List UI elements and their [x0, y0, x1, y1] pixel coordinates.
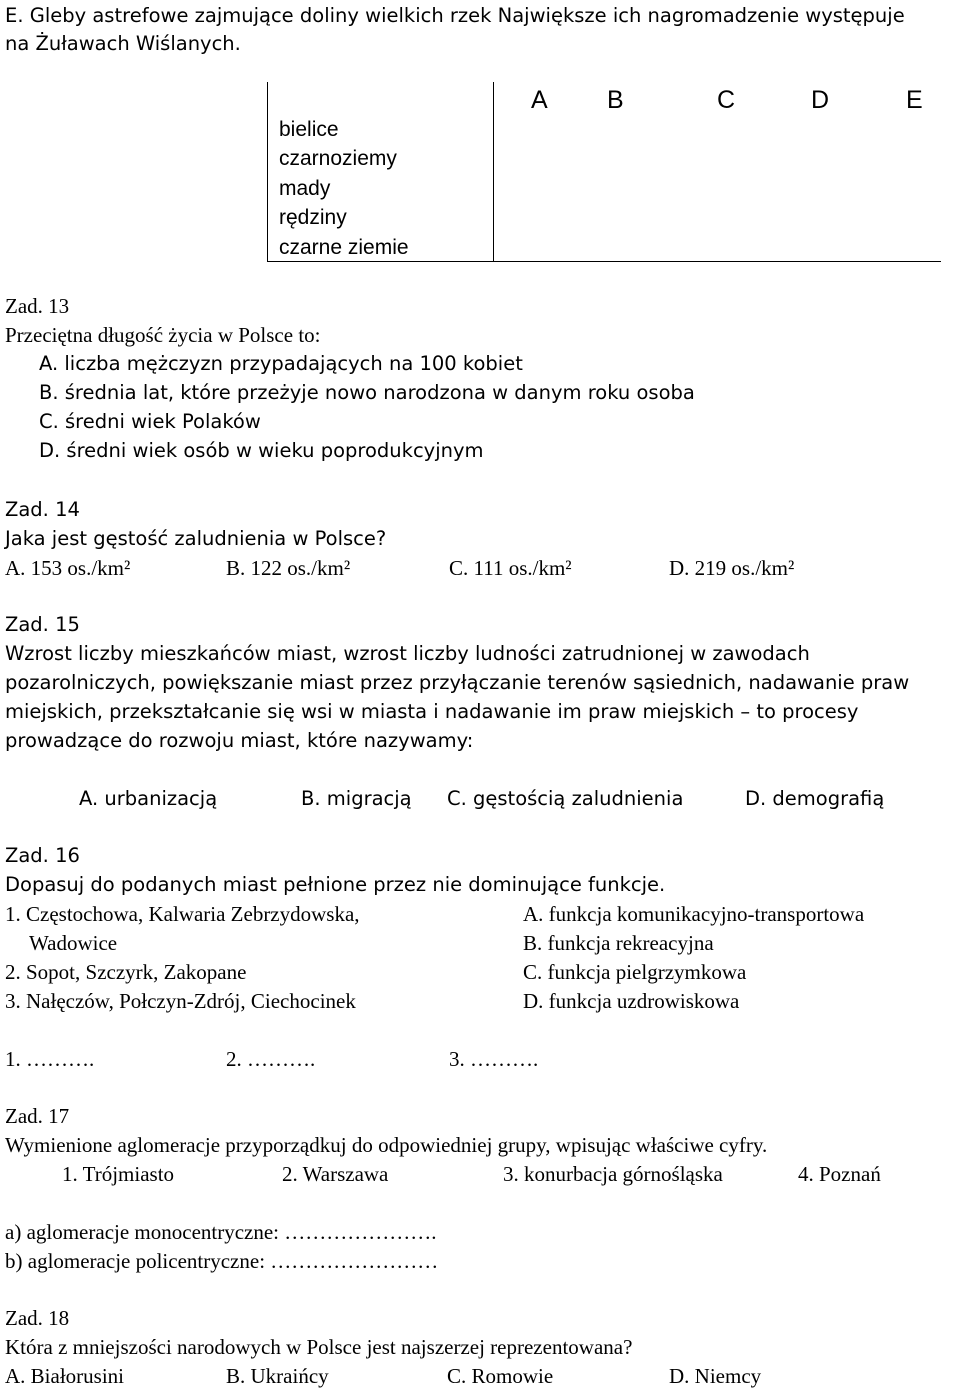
zad16-city-group-2: 2. Sopot, Szczyrk, Zakopane — [5, 960, 247, 984]
zad15-text-line-1: Wzrost liczby mieszkańców miast, wzrost liczby ludności zatrudnionej w zawodach — [5, 642, 810, 665]
zad17-title: Zad. 17 — [5, 1104, 70, 1128]
zad17-instruction: Wymienione aglomeracje przyporządkuj do odpowiedniej grupy, wpisując właściwe cyfry. — [5, 1133, 768, 1157]
zad18-title: Zad. 18 — [5, 1306, 70, 1330]
row-label-mady: mady — [279, 177, 331, 200]
zad16-function-d: D. funkcja uzdrowiskowa — [523, 989, 740, 1013]
zad13-question: Przeciętna długość życia w Polsce to: — [5, 323, 321, 347]
zad18-option-d: D. Niemcy — [669, 1364, 762, 1388]
zad14-title: Zad. 14 — [5, 498, 80, 521]
zad15-option-a: A. urbanizacją — [79, 787, 218, 810]
zad16-answer-2[interactable]: 2. ………. — [226, 1047, 316, 1071]
row-label-redziny: rędziny — [279, 206, 347, 229]
zad17-answer-polycentric[interactable]: b) aglomeracje policentryczne: …………………… — [5, 1249, 439, 1273]
zad14-option-c: C. 111 os./km² — [449, 556, 572, 580]
row-label-bielice: bielice — [279, 118, 339, 141]
soil-matching-table — [267, 82, 941, 262]
zad16-function-a: A. funkcja komunikacyjno-transportowa — [523, 902, 865, 926]
column-header-d: D — [811, 86, 830, 114]
zad16-function-b: B. funkcja rekreacyjna — [523, 931, 714, 955]
zad18-option-c: C. Romowie — [447, 1364, 554, 1388]
zad17-answer-monocentric[interactable]: a) aglomeracje monocentryczne: …………………. — [5, 1220, 437, 1244]
zad15-option-d: D. demografią — [745, 787, 885, 810]
zad14-question: Jaka jest gęstość zaludnienia w Polsce? — [5, 527, 387, 550]
zad13-option-a: A. liczba mężczyzn przypadających na 100 kobiet — [39, 352, 523, 375]
zad13-option-d: D. średni wiek osób w wieku poprodukcyjnym — [39, 439, 484, 462]
zad13-title: Zad. 13 — [5, 294, 70, 318]
column-header-a: A — [531, 86, 548, 114]
option-e-line-1: E. Gleby astrefowe zajmujące doliny wielkich rzek Największe ich nagromadzenie występuje — [5, 4, 905, 27]
zad16-city-group-1: 1. Częstochowa, Kalwaria Zebrzydowska, — [5, 902, 360, 926]
zad17-item-2: 2. Warszawa — [282, 1162, 389, 1186]
zad15-text-line-4: prowadzące do rozwoju miast, które nazywamy: — [5, 729, 474, 752]
zad18-option-a: A. Białorusini — [5, 1364, 124, 1388]
zad13-option-b: B. średnia lat, które przeżyje nowo narodzona w danym roku osoba — [39, 381, 695, 404]
zad14-option-b: B. 122 os./km² — [226, 556, 351, 580]
column-header-c: C — [717, 86, 736, 114]
zad16-instruction: Dopasuj do podanych miast pełnione przez nie dominujące funkcje. — [5, 873, 666, 896]
zad17-item-3: 3. konurbacja górnośląska — [503, 1162, 723, 1186]
zad16-city-group-1-cont: Wadowice — [29, 931, 118, 955]
row-label-czarnoziemy: czarnoziemy — [279, 147, 397, 170]
zad16-title: Zad. 16 — [5, 844, 80, 867]
zad17-item-1: 1. Trójmiasto — [62, 1162, 175, 1186]
row-label-czarne-ziemie: czarne ziemie — [279, 236, 409, 259]
zad15-text-line-2: pozarolniczych, powiększanie miast przez przyłączanie terenów sąsiednich, nadawanie praw — [5, 671, 910, 694]
zad15-text-line-3: miejskich, przekształcanie się wsi w miasta i nadawanie im praw miejskich – to procesy — [5, 700, 859, 723]
zad18-question: Która z mniejszości narodowych w Polsce jest najszerzej reprezentowana? — [5, 1335, 633, 1359]
zad17-item-4: 4. Poznań — [798, 1162, 881, 1186]
zad14-option-a: A. 153 os./km² — [5, 556, 131, 580]
zad16-function-c: C. funkcja pielgrzymkowa — [523, 960, 747, 984]
zad14-option-d: D. 219 os./km² — [669, 556, 795, 580]
zad15-title: Zad. 15 — [5, 613, 80, 636]
zad13-option-c: C. średni wiek Polaków — [39, 410, 261, 433]
zad15-option-b: B. migracją — [301, 787, 412, 810]
column-header-b: B — [607, 86, 624, 114]
zad15-option-c: C. gęstością zaludnienia — [447, 787, 684, 810]
option-e-line-2: na Żuławach Wiślanych. — [5, 32, 241, 55]
zad16-city-group-3: 3. Nałęczów, Połczyn-Zdrój, Ciechocinek — [5, 989, 356, 1013]
zad16-answer-1[interactable]: 1. ………. — [5, 1047, 95, 1071]
zad16-answer-3[interactable]: 3. ………. — [449, 1047, 539, 1071]
zad18-option-b: B. Ukraińcy — [226, 1364, 329, 1388]
column-header-e: E — [906, 86, 923, 114]
